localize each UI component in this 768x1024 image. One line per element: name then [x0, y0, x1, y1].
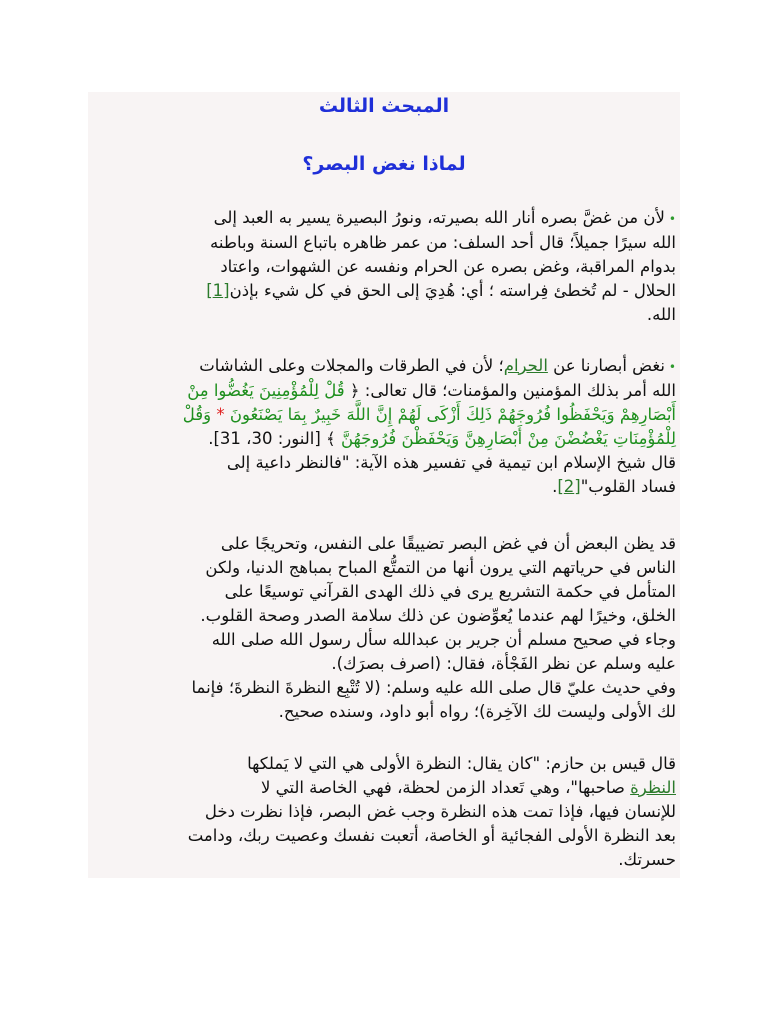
- p4-line-5: حسرتك.: [618, 850, 676, 869]
- p2-line-4: [92, 427, 676, 451]
- p1-line-4: [92, 279, 676, 303]
- quran-verse-2: أَبْصَارِهِمْ وَيَحْفَظُوا فُرُوجَهُمْ ذَلِكَ أَزْكَى لَهُمْ إِنَّ اللَّهَ خَبِيرٌ بِمَا يَصْنَعُونَ: [229, 405, 676, 424]
- quran-verse-1: قُلْ لِلْمُؤْمِنِينَ يَغُضُّوا مِنْ: [187, 381, 345, 400]
- paragraph-2: [92, 354, 676, 499]
- p4-line-2: [92, 776, 676, 800]
- p2-line-1: [92, 354, 676, 379]
- p3-line-1: قد يظن البعض أن في غض البصر تضييقًا على النفس، وتحريجًا على: [220, 534, 676, 553]
- quran-verse-3: لِلْمُؤْمِنَاتِ يَغْضُضْنَ مِنْ أَبْصَارِهِنَّ وَيَحْفَظْنَ فُرُوجَهُنَّ: [340, 429, 676, 448]
- p3-line-3: المتأمل في حكمة التشريع يرى في ذلك الهدى القرآني توسيعًا على: [224, 582, 676, 601]
- p2-end: .: [552, 477, 558, 496]
- quran-citation: ﴾ [النور: 30، 31].: [208, 429, 336, 448]
- p1-text-1: لأن من غضَّ بصره أنار الله بصيرته، ونورُ البصيرة يسير به العبد إلى: [213, 208, 665, 227]
- p4-line-4: بعد النظرة الأولى الفجائية أو الخاصة، أتعبت نفسك وعصيت ربك، ودامت: [187, 826, 676, 845]
- paragraph-3: [92, 532, 676, 724]
- link-haram[interactable]: الحرام: [503, 356, 548, 375]
- paragraph-4: [92, 752, 676, 872]
- p4-text-2: صاحبها"، وهي تَعداد الزمن لحظة، فهي الخاصة التي لا: [260, 778, 625, 797]
- p4-line-1: قال قيس بن حازم: "كان يقال: النظرة الأولى هي التي لا يَملكها: [247, 754, 676, 773]
- p1-line-3: بدوام المراقبة، وغض بصره عن الحرام ونفسه عن الشهوات، واعتاد: [220, 257, 676, 276]
- paragraph-1: [92, 206, 676, 327]
- p2-text-1b: ؛ لأن في الطرقات والمجلات وعلى الشاشات: [199, 356, 504, 375]
- section-subtitle: لماذا نغض البصر؟: [302, 153, 466, 175]
- p1-line-2: الله سيرًا جميلاً؛ قال أحد السلف: من عمر ظاهره باتباع السنة وباطنه: [210, 233, 676, 252]
- p2-text-2: الله أمر بذلك المؤمنين والمؤمنات؛ قال تعالى: ﴿: [349, 381, 676, 400]
- document-page: [88, 92, 680, 878]
- bullet-icon: •: [668, 360, 676, 374]
- p1-text-4: الحلال - لم تُخطئ فِراسته ؛ أي: هُدِيَ إلى الحق في كل شيء بإذن: [229, 281, 676, 300]
- p2-line-5: قال شيخ الإسلام ابن تيمية في تفسير هذه الآية: "فالنظر داعية إلى: [226, 453, 676, 472]
- p3-line-5: وجاء في صحيح مسلم أن جرير بن عبدالله سأل رسول الله صلى الله: [211, 630, 676, 649]
- p3-line-6: عليه وسلم عن نظر الفَجْأة، فقال: (اصرف بصرَك).: [331, 654, 676, 673]
- p2-line-2: [92, 379, 676, 403]
- section-title: المبحث الثالث: [318, 95, 450, 117]
- link-nazra[interactable]: النظرة: [630, 778, 676, 797]
- p2-line-6: [92, 475, 676, 499]
- quran-verse-2b: وَقُلْ: [182, 405, 212, 424]
- p1-line-5: الله.: [646, 305, 676, 324]
- p3-line-4: الخلق، وخيرًا لهم عندما يُعوِّضون عن ذلك سلامة الصدر وصحة القلوب.: [200, 606, 676, 625]
- p2-text-6: فساد القلوب": [580, 477, 676, 496]
- p3-line-8: لك الأولى وليست لك الآخِرة)؛ رواه أبو داود، وسنده صحيح.: [278, 702, 676, 721]
- p1-line-1: [92, 206, 676, 231]
- p2-line-3: [92, 403, 676, 427]
- footnote-link-2[interactable]: [2]: [557, 477, 581, 496]
- p4-line-3: للإنسان فيها، فإذا تمت هذه النظرة وجب غض البصر، فإذا نظرت دخل: [204, 802, 676, 821]
- p3-line-7: وفي حديث عليّ قال صلى الله عليه وسلم: (لا تُتْبِع النظرةَ النظرةَ؛ فإنما: [191, 678, 676, 697]
- footnote-link-1[interactable]: [1]: [206, 281, 230, 300]
- p2-text-1a: نغض أبصارنا عن: [553, 356, 665, 375]
- p3-line-2: الناس في حرياتهم التي يرون أنها من التمتُّع المباح بمباهج الدنيا، ولكن: [205, 558, 676, 577]
- bullet-icon: •: [668, 212, 676, 226]
- verse-separator-star: *: [216, 405, 225, 424]
